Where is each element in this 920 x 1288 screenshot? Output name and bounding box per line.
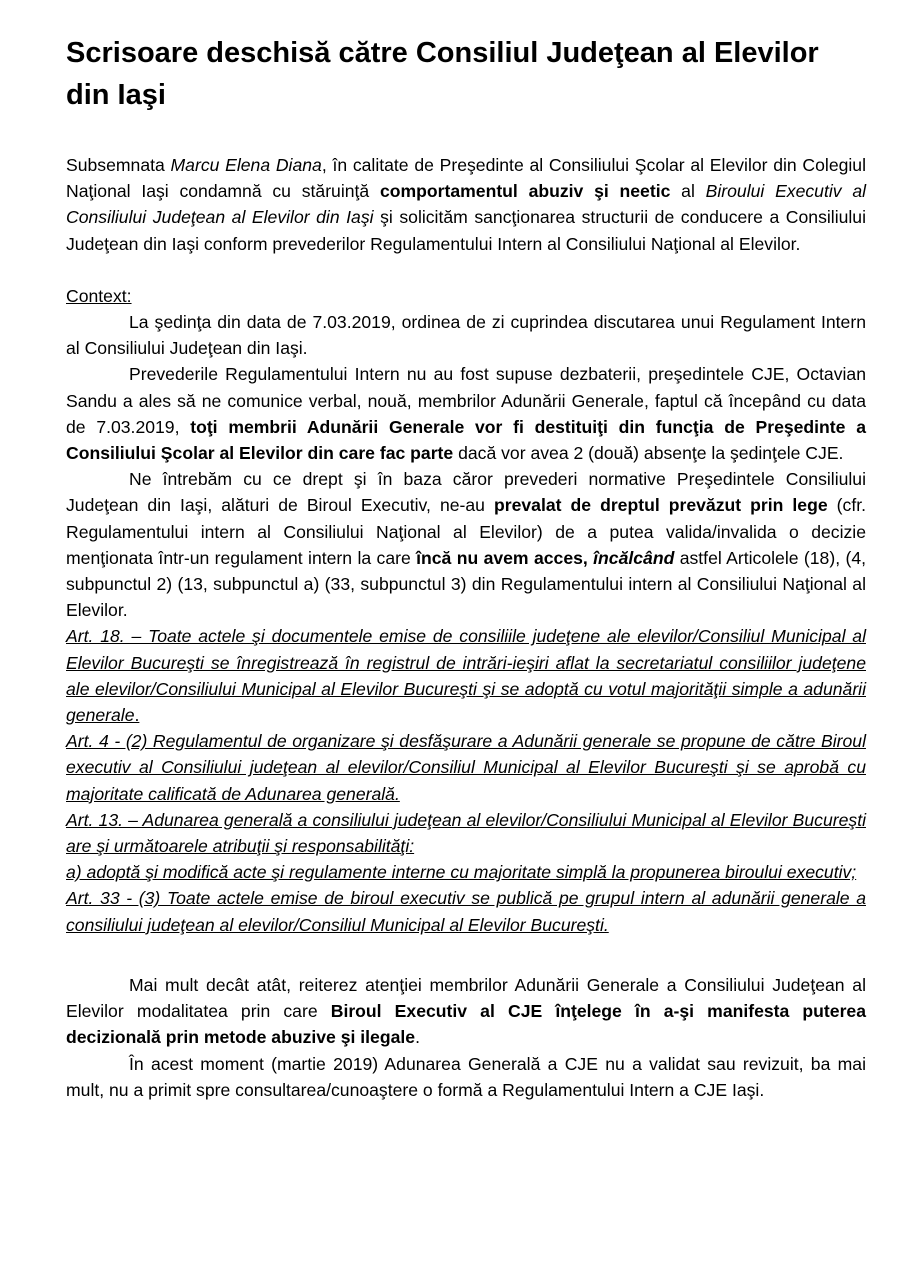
p2-text-2: dacă vor avea 2 (două) absenţe la şedinţele CJE. <box>453 443 844 464</box>
intro-text-3: al <box>670 181 706 202</box>
paragraph-5: În acest moment (martie 2019) Adunarea Generală a CJE nu a validat sau revizuit, ba mai mult, nu a primit spre consultarea/cunoaştere o formă a Regulamentului Intern a CJE Iaşi. <box>66 1053 866 1100</box>
intro-paragraph <box>66 152 866 257</box>
article-13: Art. 13. – Adunarea generală a consiliului judeţean al elevilor/Consiliului Municipal al Elevilor Bucureşti are şi următoarele atribuţii şi responsabilităţi: <box>66 809 866 857</box>
intro-italic: Biroului Executiv al Consiliului Judeţean al Elevilor din Iaşi <box>66 181 867 228</box>
p2-bold: toţi membrii Adunării Generale vor fi destituiţi din funcţia de Preşedinte a Consiliului Şcolar al Elevilor din care fac parte <box>66 416 866 464</box>
paragraph-4 <box>66 972 866 1051</box>
articles-block <box>66 623 866 937</box>
p3-text-1: Ne întrebăm cu ce drept şi în baza căror prevederi normative Preşedintele Consiliului Judeţean din Iaşi, alături de Biroul Executiv, ne-au <box>66 469 866 516</box>
p3-text-2: (cfr. Regulamentului intern al Consiliului Naţional al Elevilor) de a putea valida/invalida o decizie menţionata într-un regulament intern la care <box>66 495 866 568</box>
intro-text-2: , în calitate de Preşedinte al Consiliului Şcolar al Elevilor din Colegiul Naţional Iaşi condamnă cu stăruinţă <box>66 155 866 202</box>
p3-text-3: astfel Articolele (18), (4, subpunctul 2) (13, subpunctul a) (33, subpunctul 3) din Regulamentului intern al Consiliului Naţional al Elevilor. <box>66 547 866 621</box>
article-18-end: . <box>134 705 140 726</box>
document-title: Scrisoare deschisă către Consiliul Judeţean al Elevilor din Iaşi <box>66 37 819 111</box>
p4-bold: Biroul Executiv al CJE înţelege în a-şi manifesta puterea decizională prin metode abuzive şi ilegale <box>66 1001 866 1048</box>
article-13-a: a) adoptă şi modifică acte şi regulamente interne cu majoritate simplă la propunerea biroului executiv; <box>66 862 857 883</box>
article-18 <box>66 623 866 728</box>
article-18-text: Art. 18. – Toate actele şi documentele emise de consiliile judeţene ale elevilor/Consiliul Municipal al Elevilor Bucureşti se înregistrează în registrul de intrări-ieşiri aflat la secretariatul consiliilor judeţene ale elevilor/Consiliului Municipal al Elevilor Bucureşti şi se adoptă cu votul majorităţii simple a adunării generale <box>66 626 866 726</box>
article-4: Art. 4 - (2) Regulamentul de organizare şi desfăşurare a Adunării generale se propune de către Biroul executiv al Consiliului judeţean al elevilor/Consiliul Municipal al Elevilor Bucureşti şi se aprobă cu majoritate calificată de Adunarea generală. <box>66 731 866 804</box>
p4-text-2: . <box>415 1027 420 1048</box>
p3-bold-italic: încălcând <box>593 547 675 568</box>
context-paragraph-2 <box>66 361 866 466</box>
p3-bold-1: prevalat de dreptul prevăzut prin lege <box>494 495 828 516</box>
intro-text-4: şi solicităm sancţionarea structurii de conducere a Consiliului Judeţean din Iaşi conform prevederilor Regulamentului Intern al Consiliului Naţional al Elevilor. <box>66 207 866 254</box>
p2-text-1: Prevederile Regulamentului Intern nu au fost supuse dezbaterii, preşedintele CJE, Octavian Sandu a ales să ne comunice verbal, nouă, membrilor Adunării Generale, faptul că începând cu data de 7.03.2019, <box>66 364 866 437</box>
document-body <box>66 152 866 1103</box>
p3-bold-2: încă nu avem acces, <box>416 547 594 568</box>
context-heading: Context: <box>66 285 132 306</box>
intro-text-1: Subsemnata <box>66 155 171 175</box>
author-name: Marcu Elena Diana <box>170 155 322 175</box>
p4-text-1: Mai mult decât atât, reiterez atenţiei membrilor Adunării Generale a Consiliului Judeţean al Elevilor modalitatea prin care <box>66 974 866 1022</box>
article-33: Art. 33 - (3) Toate actele emise de biroul executiv se publică pe grupul intern al adunării generale a consiliului judeţean al elevilor/Consiliul Municipal al Elevilor Bucureşti. <box>66 888 866 935</box>
context-paragraph-3 <box>66 466 866 623</box>
context-paragraph-1: La şedinţa din data de 7.03.2019, ordinea de zi cuprindea discutarea unui Regulament Intern al Consiliului Judeţean din Iaşi. <box>66 312 866 359</box>
intro-bold: comportamentul abuziv şi neetic <box>379 181 671 202</box>
